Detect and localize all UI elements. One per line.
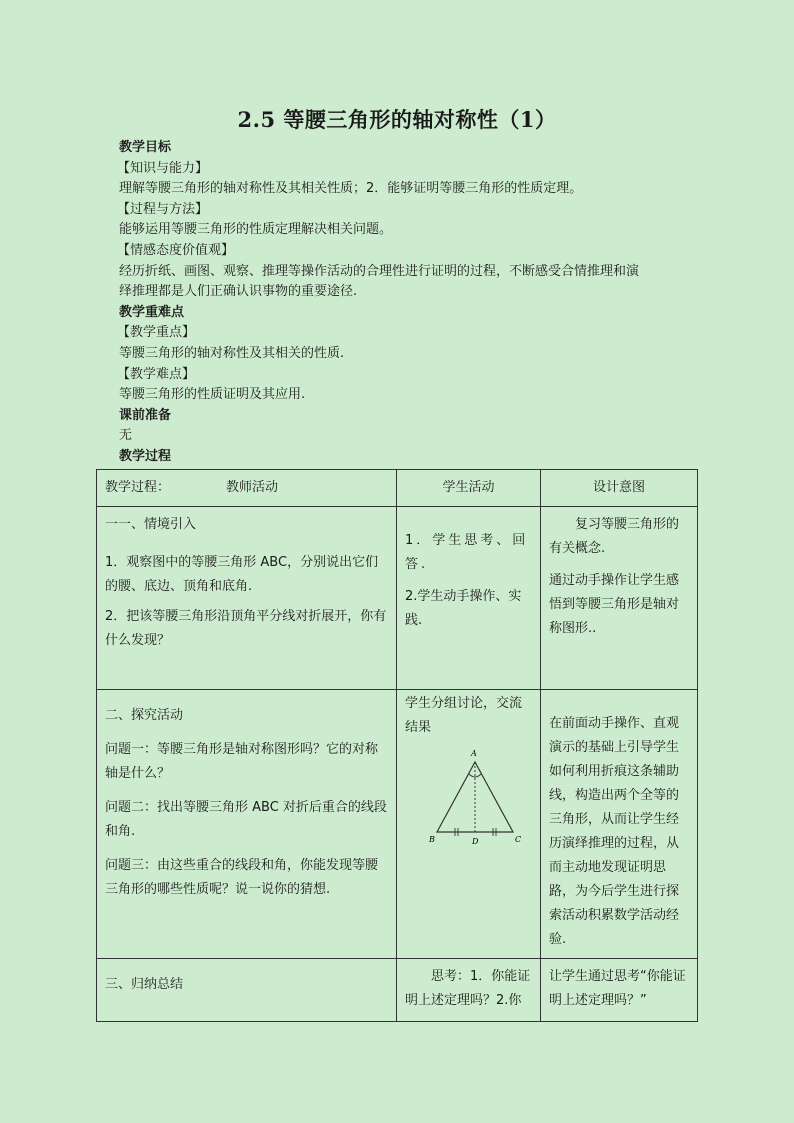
header-teacher-cell bbox=[97, 470, 397, 507]
vertex-label-a: A bbox=[471, 749, 477, 758]
student-activity-text: 学生分组讨论，交流结果 bbox=[405, 696, 523, 735]
page-title: 2.5 等腰三角形的轴对称性（1） bbox=[237, 107, 557, 132]
focus-text: 等腰三角形的轴对称性及其相关的性质. bbox=[119, 345, 345, 361]
table-row bbox=[97, 959, 698, 1022]
knowledge-label: 【知识与能力】 bbox=[117, 160, 209, 176]
point-label-d: D bbox=[472, 837, 479, 846]
question-text: 2．把该等腰三角形沿顶角平分线对折展开，你有什么发现？ bbox=[105, 609, 387, 648]
teaching-process-table bbox=[96, 469, 698, 1022]
header-design: 设计意图 bbox=[592, 480, 645, 495]
emotion-text-2: 绎推理都是人们正确认识事物的重要途径. bbox=[119, 284, 358, 300]
header-process: 教学过程： bbox=[105, 480, 171, 495]
objectives-heading: 教学目标 bbox=[119, 140, 172, 155]
process-label: 【过程与方法】 bbox=[117, 201, 209, 217]
student-activity-text: 思考：1．你能证明上述定理吗？2.你 bbox=[405, 969, 531, 1008]
table-row bbox=[97, 690, 698, 959]
preparation-text: 无 bbox=[119, 428, 133, 444]
section-title: 一一、情境引入 bbox=[105, 517, 197, 532]
header-student: 学生活动 bbox=[442, 480, 495, 495]
difficulty-text: 等腰三角形的性质证明及其应用. bbox=[119, 387, 306, 403]
question-text: 问题一：等腰三角形是轴对称图形吗？它的对称轴是什么？ bbox=[105, 742, 379, 781]
key-points-heading: 教学重难点 bbox=[119, 304, 185, 320]
isosceles-triangle-diagram bbox=[427, 746, 527, 848]
header-teacher: 教师活动 bbox=[226, 480, 279, 495]
table-row bbox=[97, 507, 698, 690]
preparation-heading: 课前准备 bbox=[119, 407, 172, 423]
section-title: 二、探究活动 bbox=[105, 708, 184, 723]
vertex-label-b: B bbox=[429, 835, 435, 844]
vertex-label-c: C bbox=[515, 835, 522, 844]
focus-label: 【教学重点】 bbox=[117, 325, 196, 341]
section-title: 三、归纳总结 bbox=[105, 977, 184, 992]
header-design-cell bbox=[541, 470, 698, 507]
student-activity-text: 1．学生思考、回答. bbox=[405, 533, 529, 572]
design-intent-text: 让学生通过思考“你能证明上述定理吗？” bbox=[549, 969, 686, 1008]
lesson-intro bbox=[119, 138, 689, 468]
process-heading: 教学过程 bbox=[119, 448, 172, 464]
emotion-text-1: 经历折纸、画图、观察、推理等操作活动的合理性进行证明的过程，不断感受合情推理和演 bbox=[119, 263, 640, 279]
process-text: 能够运用等腰三角形的性质定理解决相关问题。 bbox=[119, 222, 393, 238]
emotion-label: 【情感态度价值观】 bbox=[117, 242, 235, 258]
design-intent-text: 在前面动手操作、直观演示的基础上引导学生如何利用折痕这条辅助线，构造出两个全等的三角形，从而让学生经历演绎推理的过程，从而主动地发现证明思路，为今后学生进行探索活动积累数学活动经验. bbox=[549, 716, 680, 947]
difficulty-label: 【教学难点】 bbox=[117, 366, 196, 382]
table-header-row bbox=[97, 470, 698, 507]
design-intent-text: 通过动手操作让学生感悟到等腰三角形是轴对称图形.. bbox=[549, 573, 680, 636]
header-student-cell bbox=[397, 470, 541, 507]
design-intent-text: 复习等腰三角形的有关概念. bbox=[549, 517, 680, 556]
knowledge-text: 理解等腰三角形的轴对称性及其相关性质；2．能够证明等腰三角形的性质定理。 bbox=[119, 181, 583, 197]
student-activity-text: 2.学生动手操作、实践. bbox=[405, 589, 522, 628]
question-text: 问题三：由这些重合的线段和角，你能发现等腰三角形的哪些性质呢？说一说你的猜想. bbox=[105, 858, 379, 897]
question-text: 问题二：找出等腰三角形 ABC 对折后重合的线段和角. bbox=[105, 800, 387, 839]
question-text: 1．观察图中的等腰三角形 ABC，分别说出它们的腰、底边、顶角和底角. bbox=[105, 555, 379, 594]
